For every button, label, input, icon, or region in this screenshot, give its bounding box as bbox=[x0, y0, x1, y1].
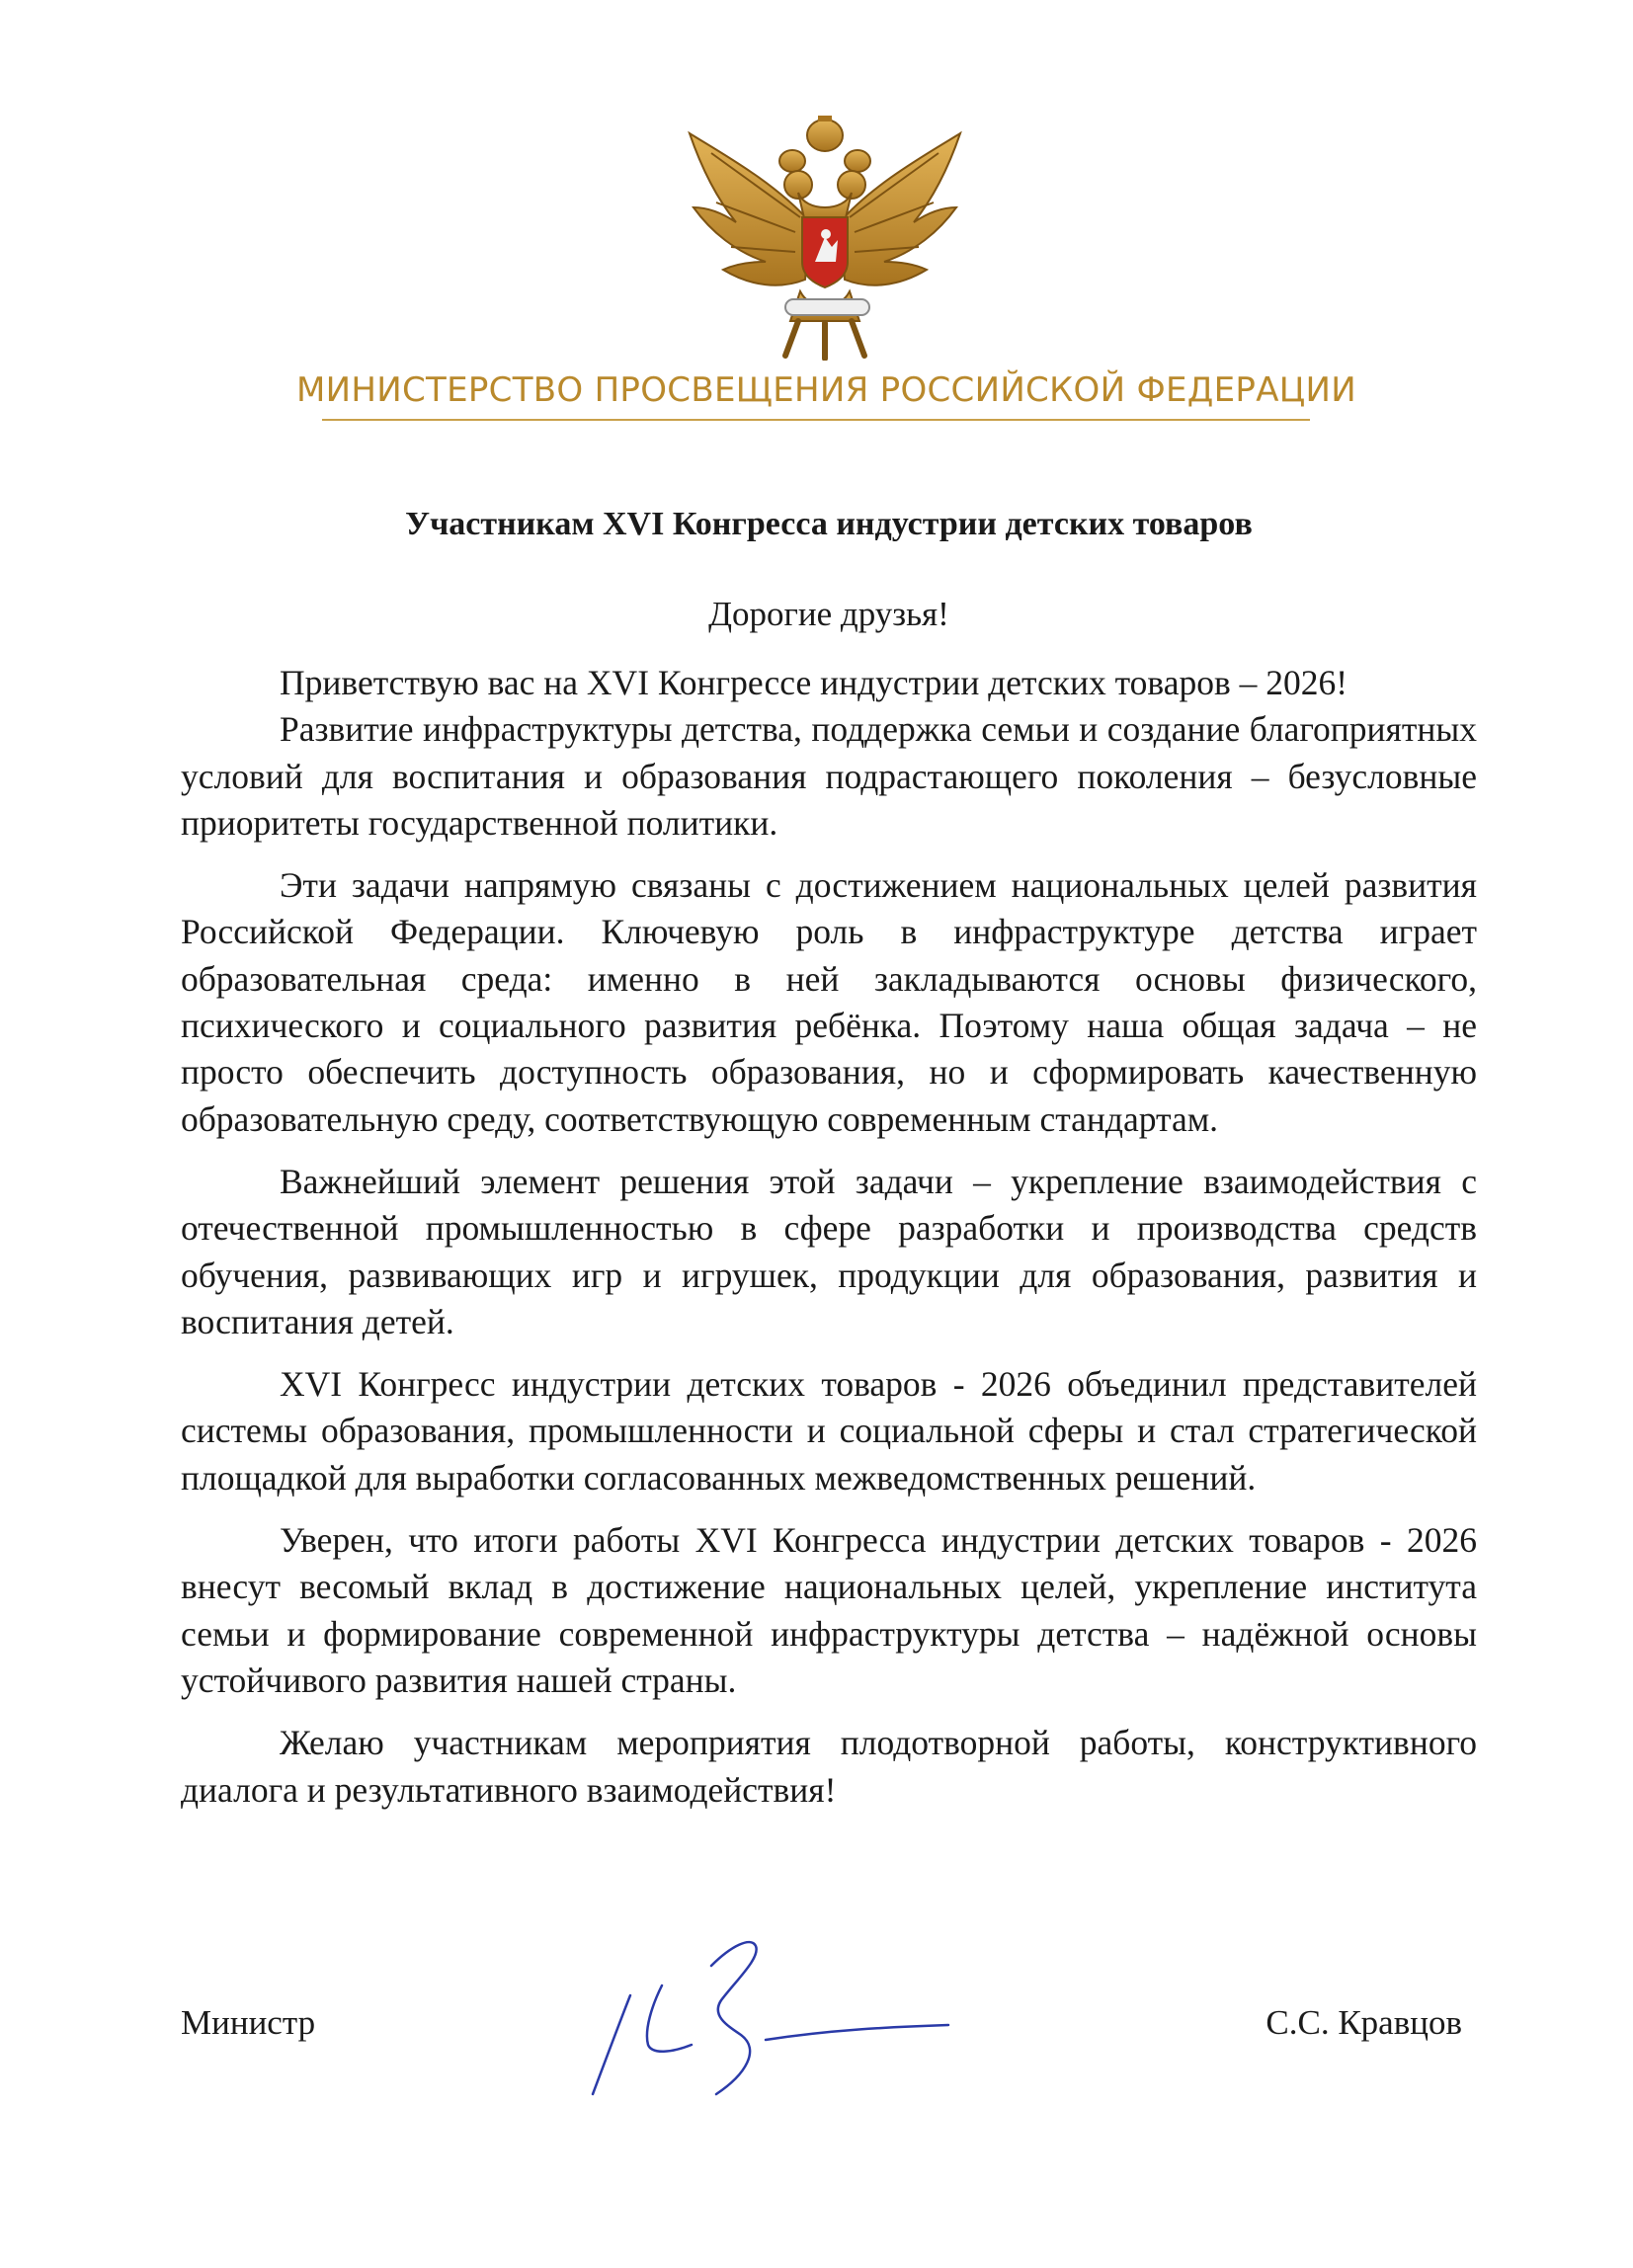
paragraph: Желаю участникам мероприятия плодотворной работы, конструктивного диалога и результативного взаимодействия! bbox=[181, 1723, 1477, 1810]
paragraph: Эти задачи напрямую связаны с достижением национальных целей развития Российской Федерации. Ключевую роль в инфраструктуре детства играет образовательная среда: именно в ней закладываются основы физического, психического и социального развития ребёнка. Поэтому наша общая задача – не просто обеспечить доступность образования, но и сформировать качественную образовательную среду, соответствующую современным стандартам. bbox=[181, 865, 1477, 1139]
letter-body bbox=[181, 660, 1477, 1814]
signatory-role: Министр bbox=[181, 2003, 316, 2042]
paragraph: XVI Конгресс индустрии детских товаров - 2026 объединил представителей системы образования, промышленности и социальной сферы и стал стратегической площадкой для выработки согласованных межведомственных решений. bbox=[181, 1364, 1477, 1498]
ministry-emblem-icon bbox=[682, 114, 968, 361]
paragraph: Уверен, что итоги работы XVI Конгресса индустрии детских товаров - 2026 внесут весомый вклад в достижение национальных целей, укрепление института семьи и формирование современной инфраструктуры детства – надёжной основы устойчивого развития нашей страны. bbox=[181, 1520, 1477, 1700]
paragraph: Важнейший элемент решения этой задачи – укрепление взаимодействия с отечественной промышленностью в сфере разработки и производства средств обучения, развивающих игр и игрушек, продукции для образования, развития и воспитания детей. bbox=[181, 1161, 1477, 1341]
ministry-name: МИНИСТЕРСТВО ПРОСВЕЩЕНИЯ РОССИЙСКОЙ ФЕДЕРАЦИИ bbox=[296, 370, 1356, 410]
paragraph: Развитие инфраструктуры детства, поддержка семьи и создание благоприятных условий для воспитания и образования подрастающего поколения – безусловные приоритеты государственной политики. bbox=[181, 709, 1477, 843]
letter-greeting: Дорогие друзья! bbox=[708, 595, 949, 633]
header-divider bbox=[322, 419, 1310, 421]
handwritten-signature bbox=[553, 1926, 988, 2104]
letter-title: Участникам XVI Конгресса индустрии детских товаров bbox=[405, 506, 1253, 542]
paragraph: Приветствую вас на XVI Конгрессе индустрии детских товаров – 2026! bbox=[280, 663, 1348, 702]
signatory-name: С.С. Кравцов bbox=[1266, 2003, 1462, 2042]
